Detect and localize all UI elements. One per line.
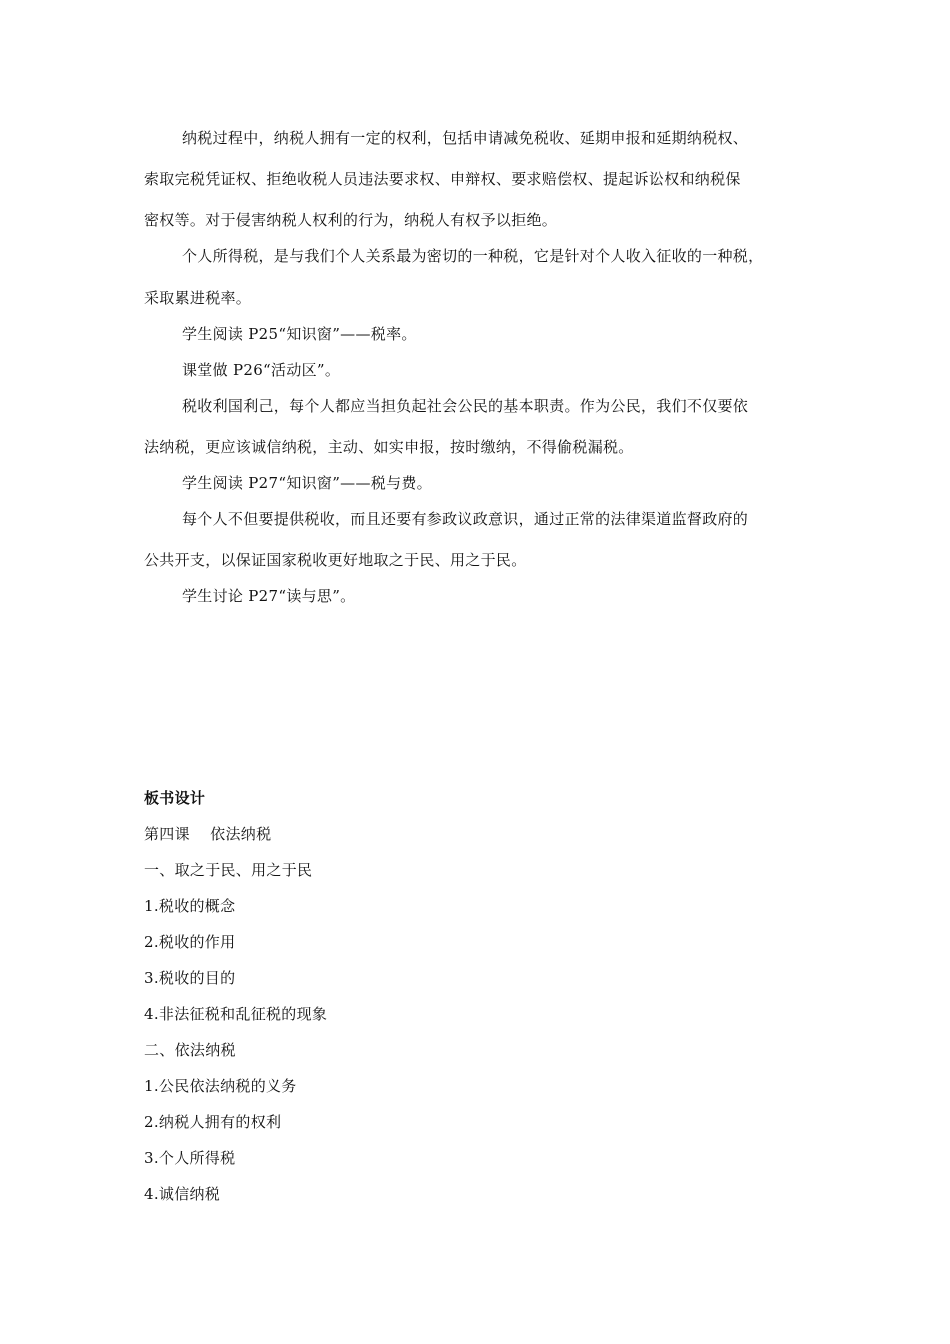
board-section-1-item: 4.非法征税和乱征税的现象 [144,1005,328,1023]
paragraph-supervision-line-1: 每个人不但要提供税收，而且还要有参政议政意识，通过正常的法律渠道监督政府的 [182,510,749,528]
paragraph-activity-p26: 课堂做 P26“活动区”。 [182,361,341,379]
board-section-1-item: 1.税收的概念 [144,897,236,915]
board-section-2-item: 4.诚信纳税 [144,1185,221,1203]
board-section-2-item: 1.公民依法纳税的义务 [144,1077,297,1095]
paragraph-taxpayer-rights-line-2: 索取完税凭证权、拒绝收税人员违法要求权、申辩权、要求赔偿权、提起诉讼权和纳税保 [144,170,741,188]
board-lesson-title: 第四课 依法纳税 [144,825,272,843]
paragraph-reading-p27: 学生阅读 P27“知识窗”——税与费。 [182,474,432,492]
paragraph-civic-duty-line-1: 税收利国利己，每个人都应当担负起社会公民的基本职责。作为公民，我们不仅要依 [182,397,749,415]
board-section-1: 一、取之于民、用之于民 [144,861,313,879]
paragraph-discussion-p27: 学生讨论 P27“读与思”。 [182,587,356,605]
paragraph-supervision-line-2: 公共开支，以保证国家税收更好地取之于民、用之于民。 [144,551,527,569]
paragraph-taxpayer-rights-line-1: 纳税过程中，纳税人拥有一定的权利，包括申请减免税收、延期申报和延期纳税权、 [182,129,749,147]
board-section-1-item: 3.税收的目的 [144,969,236,987]
board-section-1-item: 2.税收的作用 [144,933,236,951]
board-design-heading: 板书设计 [144,789,206,807]
paragraph-taxpayer-rights-line-3: 密权等。对于侵害纳税人权利的行为，纳税人有权予以拒绝。 [144,211,558,229]
board-section-2-item: 2.纳税人拥有的权利 [144,1113,282,1131]
board-section-2-item: 3.个人所得税 [144,1149,236,1167]
paragraph-reading-p25: 学生阅读 P25“知识窗”——税率。 [182,325,417,343]
paragraph-income-tax-line-2: 采取累进税率。 [144,289,252,307]
paragraph-civic-duty-line-2: 法纳税，更应该诚信纳税，主动、如实申报，按时缴纳，不得偷税漏税。 [144,438,634,456]
board-section-2: 二、依法纳税 [144,1041,236,1059]
paragraph-income-tax-line-1: 个人所得税，是与我们个人关系最为密切的一种税，它是针对个人收入征收的一种税， [182,247,764,265]
